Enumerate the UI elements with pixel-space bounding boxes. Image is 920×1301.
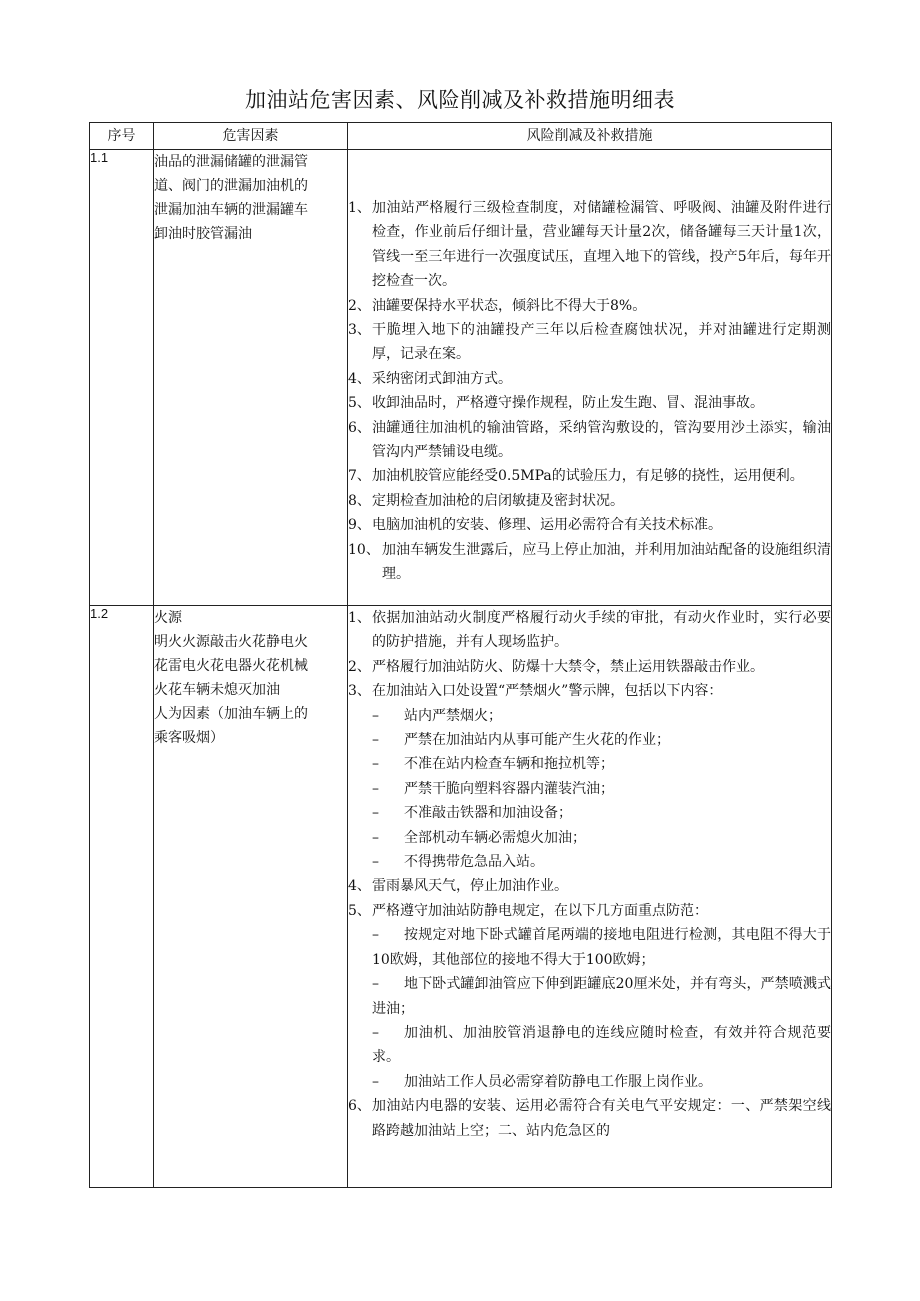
measure-item: 3、 在加油站入口处设置“严禁烟火”警示牌，包括以下内容：: [348, 683, 723, 700]
measure-item: 4、 雷雨暴风天气，停止加油作业。: [348, 878, 568, 895]
measure-item: 7、 加油机胶管应能经受0.5MPa的试验压力，有足够的挠性，运用便利。: [348, 468, 804, 485]
sub-item: – 严禁在加油站内从事可能产生火花的作业；: [372, 732, 670, 749]
measure-item: 2、 油罐要保持水平状态，倾斜比不得大于8%。: [348, 297, 647, 314]
sub-item: – 地下卧式罐卸油管应下伸到距罐底20厘米处，并有弯头，严禁喷溅式进油；: [372, 976, 831, 1017]
hazard-line: 油品的泄漏储罐的泄漏管: [154, 154, 308, 170]
hazard-line: 道、阀门的泄漏加油机的: [154, 178, 308, 194]
header-seq: 序号: [90, 123, 154, 150]
hazard-line: 卸油时胶管漏油: [154, 226, 252, 242]
header-measures: 风险削减及补救措施: [348, 123, 832, 150]
measure-item: 3、 干脆埋入地下的油罐投产三年以后检查腐蚀状况，并对油罐进行定期测厚，记录在案。: [348, 322, 831, 363]
table-row: [90, 150, 832, 606]
hazard-cell: [154, 606, 348, 1188]
sub-item: – 不准敲击铁器和加油设备；: [372, 805, 572, 822]
hazard-line: 花雷电火花电器火花机械: [154, 658, 308, 674]
table-row: [90, 606, 832, 1188]
hazard-line: 火源: [154, 610, 182, 626]
header-hazard: 危害因素: [154, 123, 348, 150]
sub-item: – 加油站工作人员必需穿着防静电工作服上岗作业。: [372, 1073, 712, 1090]
sub-item: – 不得携带危急品入站。: [372, 854, 544, 871]
measure-item: 6、 油罐通往加油机的输油管路，采纳管沟敷设的，管沟要用沙土添实，输油管沟内严禁铺设电缆。: [348, 419, 831, 461]
sub-item: – 按规定对地下卧式罐首尾两端的接地电阻进行检测，其电阻不得大于10欧姆，其他部位的接地不得大于100欧姆；: [372, 927, 831, 968]
row-seq: 1.2: [90, 606, 154, 1188]
measure-item: 1、 依据加油站动火制度严格履行动火手续的审批，有动火作业时，实行必要的防护措施，并有人现场监护。: [348, 610, 831, 651]
measure-item: 8、 定期检查加油枪的启闭敏捷及密封状况。: [348, 492, 624, 509]
measure-item: 4、 采纳密闭式卸油方式。: [348, 370, 512, 387]
hazard-line: 人为因素（加油车辆上的: [154, 706, 308, 722]
sub-item: – 加油机、加油胶管消退静电的连线应随时检查，有效并符合规范要求。: [372, 1024, 831, 1066]
measure-item: 5、 收卸油品时，严格遵守操作规程，防止发生跑、冒、混油事故。: [348, 395, 764, 412]
sub-item: – 全部机动车辆必需熄火加油；: [372, 829, 586, 846]
measure-item: 10、 加油车辆发生泄露后，应马上停止加油，并利用加油站配备的设施组织清理。: [348, 541, 831, 583]
measures-cell: [348, 606, 832, 1188]
measure-item: 1、 加油站严格履行三级检查制度，对储罐检漏管、呼吸阀、油罐及附件进行检查，作业前后仔细计量，营业罐每天计量2次，储备罐每三天计量1次，管线一至三年进行一次强度试压，直埋入地下的管线，投产5年后，每年开挖检查一次。: [348, 200, 831, 290]
measure-item: 9、 电脑加油机的安装、修理、运用必需符合有关技术标准。: [348, 517, 722, 534]
sub-item: – 不准在站内检查车辆和拖拉机等；: [372, 756, 614, 773]
sub-item: – 站内严禁烟火；: [372, 707, 502, 724]
page-title: 加油站危害因素、风险削减及补救措施明细表: [245, 88, 675, 112]
hazard-table: [89, 122, 832, 1188]
sub-item: – 严禁干脆向塑料容器内灌装汽油；: [372, 780, 614, 797]
hazard-line: 火花车辆未熄灭加油: [154, 682, 280, 698]
measures-cell: [348, 150, 832, 606]
hazard-line: 明火火源敲击火花静电火: [154, 634, 308, 650]
table-header-row: [90, 123, 832, 150]
measure-item: 5、 严格遵守加油站防静电规定，在以下几方面重点防范：: [348, 902, 708, 919]
measure-item: 2、 严格履行加油站防火、防爆十大禁令，禁止运用铁器敲击作业。: [348, 658, 764, 675]
row-seq: 1.1: [90, 150, 154, 606]
measure-item: 6、 加油站内电器的安装、运用必需符合有关电气平安规定：一、严禁架空线路跨越加油站上空；二、站内危急区的: [348, 1098, 831, 1139]
hazard-cell: [154, 150, 348, 606]
hazard-line: 乘客吸烟）: [154, 730, 224, 746]
hazard-line: 泄漏加油车辆的泄漏罐车: [154, 202, 308, 218]
